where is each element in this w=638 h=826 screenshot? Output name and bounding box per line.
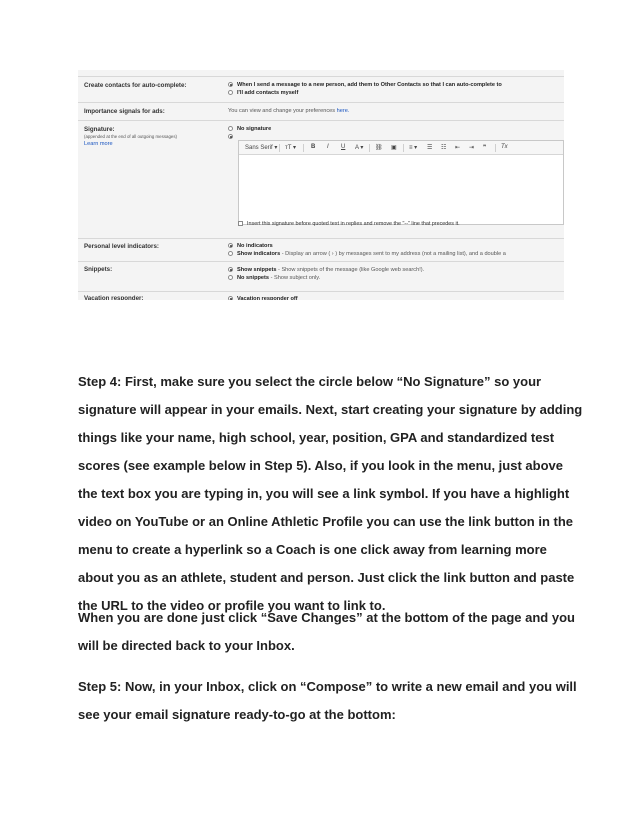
indent-more-icon[interactable]: ⇥ <box>469 145 475 151</box>
here-link[interactable]: here. <box>336 108 350 114</box>
setting-option[interactable]: No indicators <box>228 243 273 249</box>
radio-selected-icon[interactable] <box>228 82 233 87</box>
underline-icon[interactable]: U <box>341 144 346 150</box>
editor-toolbar <box>239 141 563 155</box>
settings-row-vacation <box>78 291 564 300</box>
gmail-settings-screenshot <box>78 70 564 300</box>
signature-placement-option[interactable]: Insert this signature before quoted text in replies and remove the "--" line that precedes it. <box>238 221 460 227</box>
step-4-paragraph: Step 4: First, make sure you select the circle below “No Signature” so your signature will appear in your emails. Next, start creating your signature by adding things like your name, high school, year, position, GPA and standardized test scores (see example below in Step 5). Also, if you look in the menu, just above the text box you are typing in, you will see a link symbol. If you have a highlight video on YouTube or an Online Athletic Profile you can use the link button in the menu to create a hyperlink so a Coach is one click away from learning more about you as an athlete, student and person. Just click the link button and paste the URL to the video or profile you want to link to. <box>78 374 583 613</box>
setting-label: Vacation responder: <box>84 295 144 300</box>
settings-row-ads <box>78 102 564 121</box>
settings-row-contacts <box>78 76 564 103</box>
setting-option[interactable]: Vacation responder off <box>228 296 298 300</box>
italic-icon[interactable]: I <box>327 144 329 150</box>
link-icon[interactable]: ⛓ <box>375 145 383 151</box>
learn-more-link[interactable]: Learn more <box>84 141 113 147</box>
remove-formatting-icon[interactable]: Tx <box>501 144 508 150</box>
bulleted-list-icon[interactable]: ☷ <box>441 145 447 151</box>
step-5-paragraph: Step 5: Now, in your Inbox, click on “Compose” to write a new email and you will see your email signature ready-to-go at the bottom: <box>78 679 577 722</box>
radio-selected-icon[interactable] <box>228 296 233 300</box>
radio-icon[interactable] <box>228 90 233 95</box>
setting-label: Importance signals for ads: <box>84 108 165 115</box>
setting-label: Personal level indicators: <box>84 243 159 250</box>
indent-less-icon[interactable]: ⇤ <box>455 145 461 151</box>
setting-label: Create contacts for auto-complete: <box>84 82 187 89</box>
setting-option[interactable]: No signature <box>228 126 271 132</box>
numbered-list-icon[interactable]: ☰ <box>427 145 433 151</box>
settings-row-snippets <box>78 261 564 292</box>
bold-icon[interactable]: B <box>311 144 316 150</box>
setting-option[interactable]: I'll add contacts myself <box>228 90 298 96</box>
font-size-icon[interactable]: ᴛT ▾ <box>285 145 296 151</box>
signature-editor[interactable] <box>238 140 564 225</box>
setting-label: Snippets: <box>84 266 113 273</box>
radio-selected-icon[interactable] <box>228 134 233 139</box>
radio-selected-icon[interactable] <box>228 267 233 272</box>
setting-option[interactable]: No snippets - Show subject only. <box>228 275 320 281</box>
radio-icon[interactable] <box>228 251 233 256</box>
setting-option[interactable] <box>228 134 237 140</box>
checkbox-icon[interactable] <box>238 221 243 226</box>
setting-label: Signature: <box>84 126 115 133</box>
align-icon[interactable]: ≡ ▾ <box>409 145 418 151</box>
text-color-icon[interactable]: A ▾ <box>355 145 364 151</box>
radio-icon[interactable] <box>228 126 233 131</box>
radio-icon[interactable] <box>228 275 233 280</box>
quote-icon[interactable]: ❞ <box>483 145 487 151</box>
save-changes-paragraph: When you are done just click “Save Changes” at the bottom of the page and you will be directed back to your Inbox. <box>78 610 575 653</box>
font-family-select[interactable]: Sans Serif ▾ <box>245 145 278 151</box>
setting-text: You can view and change your preferences here. <box>228 108 350 114</box>
setting-option[interactable]: When I send a message to a new person, add them to Other Contacts so that I can auto-complete to <box>228 82 502 88</box>
setting-option[interactable]: Show snippets - Show snippets of the message (like Google web search!). <box>228 267 424 273</box>
image-icon[interactable]: ▣ <box>391 145 397 151</box>
setting-option[interactable]: Show indicators - Display an arrow ( › ) by messages sent to my address (not a mailing list), and a double a <box>228 251 506 257</box>
setting-sublabel: (appended at the end of all outgoing messages) <box>84 134 178 139</box>
radio-selected-icon[interactable] <box>228 243 233 248</box>
settings-row-indicators <box>78 238 564 262</box>
